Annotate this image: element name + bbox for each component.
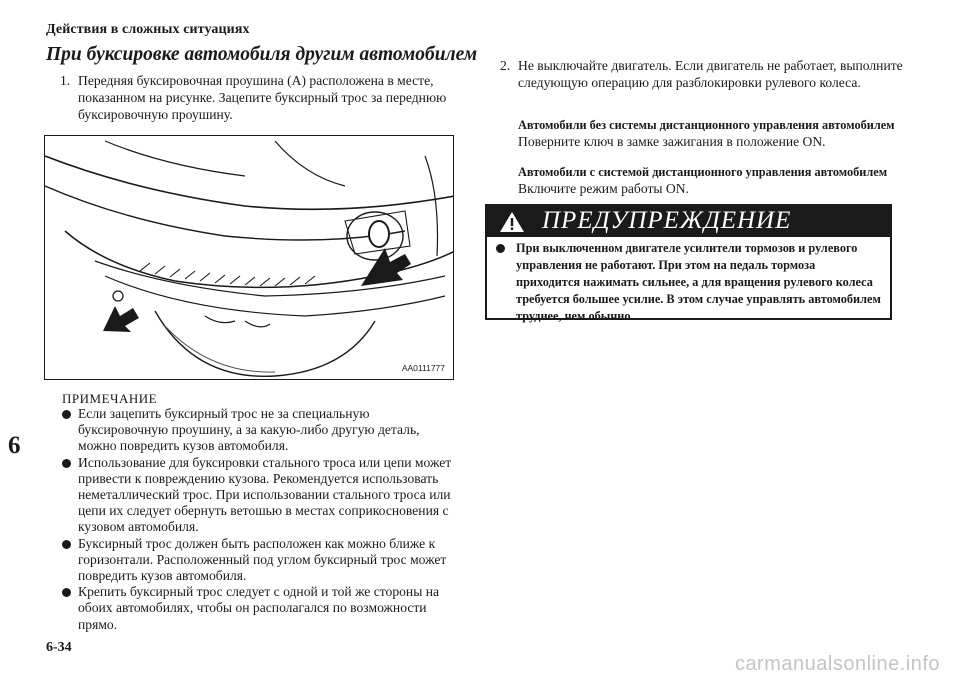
warning-triangle-icon (499, 211, 525, 233)
warning-box (485, 204, 892, 323)
note-item (60, 536, 460, 585)
subheading-without-remote: Автомобили без системы дистанционного управления автомобилем (518, 118, 895, 132)
instruction-with-remote: Включите режим работы ON. (518, 181, 689, 196)
note-item (60, 584, 460, 633)
bullet-dot-icon (62, 540, 71, 549)
running-head: Действия в сложных ситуациях (46, 22, 250, 37)
step-text: Передняя буксировочная проушина (A) расположена в месте, показанном на рисунке. Зацепите буксирный трос за переднюю буксировочную проушину. (78, 73, 447, 122)
car-front-underside-illustration (45, 136, 454, 380)
note-text: Буксирный трос должен быть расположен как можно ближе к горизонтали. Расположенный под углом буксирный трос может повредить кузов автомобиля. (78, 535, 447, 584)
bullet-dot-icon (62, 459, 71, 468)
section-title: При буксировке автомобиля другим автомобилем (46, 44, 478, 65)
warning-body (496, 240, 881, 325)
step-number: 1. (60, 73, 71, 88)
warning-title: ПРЕДУПРЕЖДЕНИЕ (542, 207, 792, 234)
bullet-dot-icon (62, 588, 71, 597)
note-list (60, 406, 460, 633)
step-number: 2. (500, 58, 511, 73)
bullet-dot-icon (62, 410, 71, 419)
chapter-number: 6 (8, 432, 21, 459)
note-item (60, 406, 460, 455)
figure-code: AA0111777 (401, 363, 445, 373)
step-text: Не выключайте двигатель. Если двигатель не работает, выполните следующую операцию для разблокировки рулевого колеса. (518, 58, 903, 90)
instruction-without-remote: Поверните ключ в замке зажигания в положение ON. (518, 134, 826, 149)
chapter-tab (0, 424, 30, 476)
note-heading: ПРИМЕЧАНИЕ (62, 391, 158, 406)
warning-text: При выключенном двигателе усилители тормозов и рулевого управления не работают. При этом на педаль тормоза приходится нажимать сильнее, а для вращения рулевого колеса требуется большее усилие. В этом случае управлять автомобилем труднее, чем обычно. (516, 241, 881, 323)
bullet-dot-icon (496, 244, 505, 253)
watermark: carmanualsonline.info (734, 653, 940, 675)
step-2 (500, 57, 910, 91)
page-number: 6-34 (46, 640, 72, 655)
note-text: Крепить буксирный трос следует с одной и той же стороны на обоих автомобилях, чтобы он располагался по возможности прямо. (78, 584, 440, 632)
note-text: Использование для буксировки стального троса или цепи может привести к повреждению кузова. Рекомендуется использовать неметаллический трос. При использовании стального троса или цепи их следует обернуть ветошью в местах соприкосновения с кузовом автомобиля. (78, 454, 452, 535)
subheading-with-remote: Автомобили с системой дистанционного управления автомобилем (518, 165, 888, 179)
warning-header (487, 206, 890, 237)
note-item (60, 455, 460, 536)
tow-hook-figure (44, 135, 454, 380)
step-1 (60, 72, 460, 123)
note-text: Если зацепить буксирный трос не за специальную буксировочную проушину, а за какую-либо другую деталь, можно повредить кузов автомобиля. (78, 406, 420, 454)
